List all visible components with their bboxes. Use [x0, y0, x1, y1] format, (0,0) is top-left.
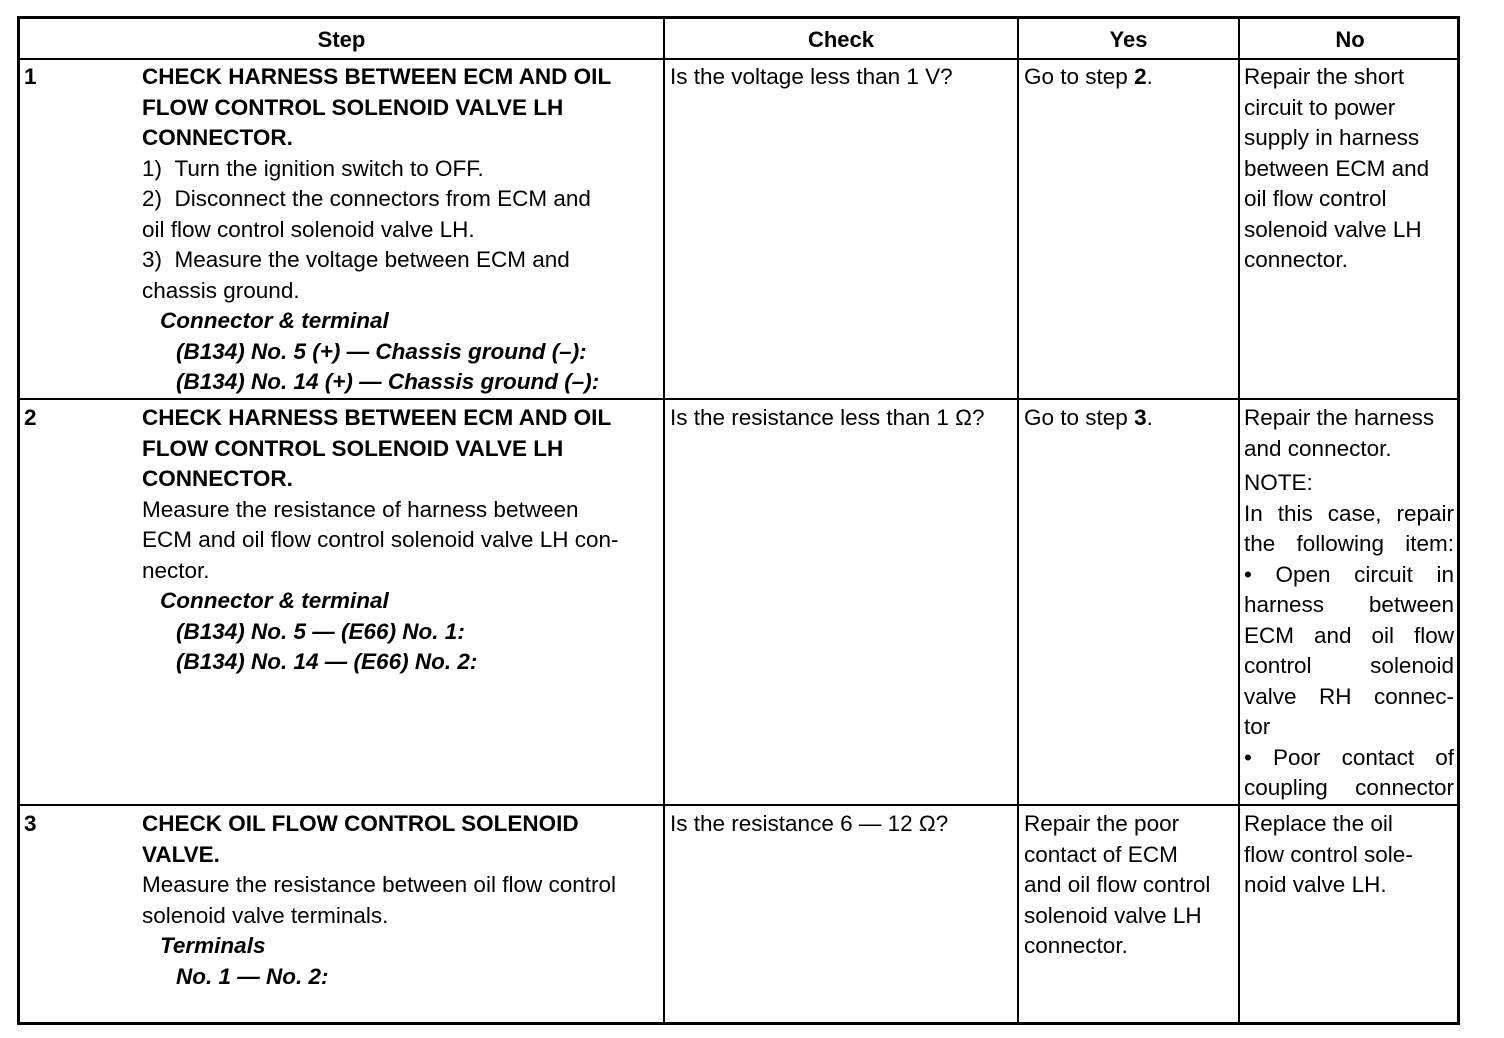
- step-title-line: FLOW CONTROL SOLENOID VALVE LH: [142, 94, 564, 120]
- step-number: 2: [24, 405, 37, 430]
- yes-text-line: solenoid valve LH: [1024, 902, 1202, 928]
- bullet-open-circuit: tor: [1244, 714, 1271, 739]
- row-divider-2: [20, 804, 1457, 806]
- yes-action: [1024, 403, 1236, 434]
- no-text-line: circuit to power: [1244, 94, 1396, 120]
- step-body-line: Measure the resistance of harness between: [142, 496, 579, 522]
- note-line: In this case, repair: [1244, 500, 1454, 526]
- bullet-open-circuit: ECM and oil flow: [1244, 622, 1454, 648]
- header-check: Check: [807, 27, 875, 52]
- yes-text-line: and oil flow control: [1024, 872, 1211, 897]
- step-body-line: solenoid valve terminals.: [142, 902, 389, 928]
- yes-action: [1024, 809, 1236, 962]
- no-text-line: Repair the harness: [1244, 405, 1435, 430]
- step-body-line: ECM and oil flow control solenoid valve LH con-: [142, 527, 619, 552]
- header-step: Step: [317, 27, 366, 52]
- yes-text: .: [1146, 405, 1153, 430]
- no-text-line: and connector.: [1244, 435, 1392, 461]
- row-divider-1: [20, 398, 1457, 400]
- step-body-line: 1) Turn the ignition switch to OFF.: [142, 155, 484, 181]
- bullet-open-circuit: valve RH connec-: [1244, 683, 1454, 709]
- bullet-open-circuit: control solenoid: [1244, 653, 1454, 678]
- note-line: the following item:: [1244, 531, 1454, 556]
- step-body-line: chassis ground.: [142, 277, 300, 303]
- step-link: 2: [1134, 64, 1147, 89]
- no-text-line: between ECM and: [1244, 155, 1430, 181]
- note-label: NOTE:: [1244, 470, 1313, 495]
- yes-text: .: [1146, 64, 1153, 89]
- no-text-line: solenoid valve LH: [1244, 216, 1422, 242]
- yes-text: Go to step: [1024, 64, 1135, 89]
- header-yes: Yes: [1109, 27, 1148, 52]
- terminal-spec: (B134) No. 14 (+) — Chassis ground (–):: [176, 369, 600, 394]
- terminal-spec: No. 1 — No. 2:: [176, 963, 329, 989]
- no-text-line: connector.: [1244, 247, 1348, 272]
- step-body-line: Measure the resistance between oil flow control: [142, 872, 616, 897]
- bullet-open-circuit: harness between: [1244, 592, 1454, 617]
- step-body-line: 3) Measure the voltage between ECM and: [142, 247, 570, 272]
- step-instructions: [142, 62, 662, 398]
- yes-text-line: connector.: [1024, 933, 1128, 958]
- no-text-line: flow control sole-: [1244, 841, 1413, 867]
- step-title-line: CHECK OIL FLOW CONTROL SOLENOID: [142, 811, 579, 836]
- terminal-spec: (B134) No. 5 — (E66) No. 1:: [176, 618, 465, 644]
- step-body-line: nector.: [142, 557, 210, 583]
- terminal-spec: (B134) No. 5 (+) — Chassis ground (–):: [176, 338, 587, 364]
- step-title-line: FLOW CONTROL SOLENOID VALVE LH: [142, 435, 564, 461]
- yes-text-line: Repair the poor: [1024, 811, 1180, 836]
- bullet-open-circuit: • Open circuit in: [1244, 561, 1454, 587]
- check-question: Is the resistance 6 — 12 Ω?: [670, 811, 949, 836]
- no-action: [1244, 809, 1456, 901]
- column-divider-check: [1017, 19, 1019, 1022]
- header-no: No: [1335, 27, 1365, 52]
- step-link: 3: [1134, 405, 1147, 430]
- bullet-poor-contact: coupling connector: [1244, 775, 1454, 800]
- step-title-line: VALVE.: [142, 841, 220, 867]
- diagnostic-table: [17, 16, 1460, 1025]
- column-divider-step: [663, 19, 665, 1022]
- step-body-line: oil flow control solenoid valve LH.: [142, 216, 475, 242]
- step-title-line: CONNECTOR.: [142, 466, 293, 491]
- no-action: [1244, 62, 1456, 276]
- yes-text-line: contact of ECM: [1024, 841, 1178, 867]
- no-text-line: oil flow control: [1244, 186, 1387, 211]
- bullet-poor-contact: • Poor contact of: [1244, 744, 1454, 770]
- column-divider-yes: [1238, 19, 1240, 1022]
- terminal-spec: (B134) No. 14 — (E66) No. 2:: [176, 649, 478, 674]
- no-text-line: Replace the oil: [1244, 811, 1393, 836]
- step-number: 1: [24, 64, 37, 89]
- terminals-heading: Terminals: [160, 933, 266, 958]
- connector-terminal-heading: Connector & terminal: [160, 308, 389, 333]
- check-question: Is the voltage less than 1 V?: [670, 64, 953, 89]
- yes-action: [1024, 62, 1236, 93]
- step-body-line: 2) Disconnect the connectors from ECM and: [142, 186, 591, 211]
- no-text-line: noid valve LH.: [1244, 872, 1387, 897]
- yes-text: Go to step: [1024, 405, 1135, 430]
- step-instructions: [142, 403, 660, 678]
- check-question: Is the resistance less than 1 Ω?: [670, 405, 985, 430]
- step-title-line: CHECK HARNESS BETWEEN ECM AND OIL: [142, 64, 612, 89]
- no-action: [1244, 403, 1454, 804]
- no-text-line: Repair the short: [1244, 64, 1405, 89]
- step-instructions: [142, 809, 662, 992]
- connector-terminal-heading: Connector & terminal: [160, 588, 389, 613]
- step-title-line: CHECK HARNESS BETWEEN ECM AND OIL: [142, 405, 612, 430]
- step-number: 3: [24, 811, 37, 836]
- step-title-line: CONNECTOR.: [142, 125, 293, 150]
- no-text-line: supply in harness: [1244, 125, 1420, 150]
